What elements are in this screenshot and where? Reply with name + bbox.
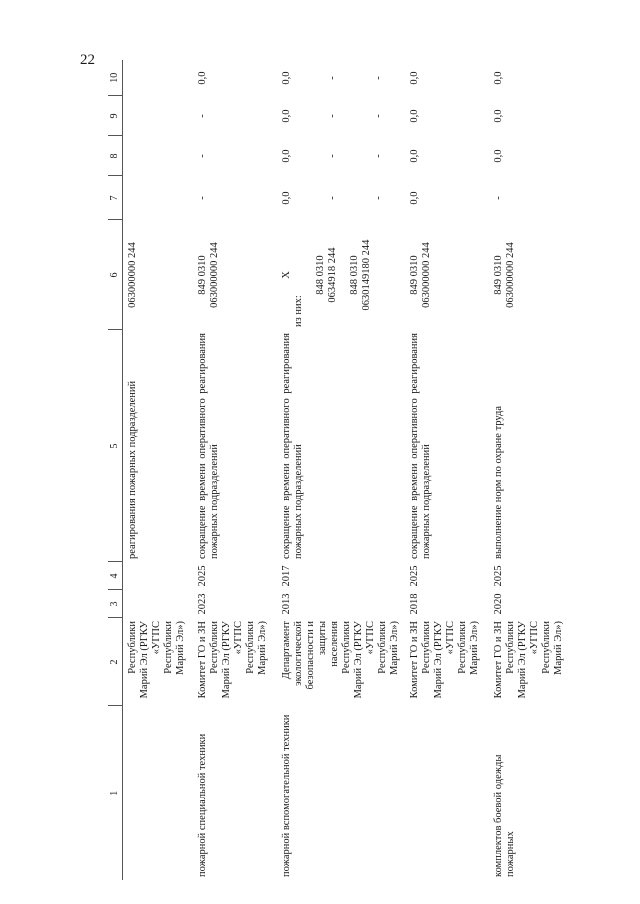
column-header: 5	[108, 330, 123, 562]
budget-code-line: 849 0310	[196, 255, 208, 295]
table-row	[123, 60, 193, 880]
end-year: 2025	[408, 565, 420, 587]
value-sub: -	[326, 154, 338, 158]
budget-code-line: 848 0310	[314, 255, 326, 295]
responsible-org: Комитет ГО и ЗН Республики Марий Эл (РГКУ «УГПС Республики Марий Эл»)	[196, 621, 268, 699]
table-row	[277, 60, 405, 880]
budget-code	[193, 220, 277, 330]
end-year: 2017	[280, 565, 292, 587]
page-number: 22	[80, 52, 95, 68]
table-row	[405, 60, 489, 880]
column-header: 6	[108, 220, 123, 330]
table-row	[193, 60, 277, 880]
budget-code-line: 849 0310	[492, 255, 504, 295]
table-row	[489, 60, 573, 880]
value-col10: 0,0	[492, 71, 504, 85]
value-col8: -	[196, 154, 208, 158]
column-header: 2	[108, 618, 123, 706]
measure-name	[123, 706, 193, 880]
value-sub: -	[372, 154, 384, 158]
rotated-table-sheet	[108, 60, 564, 880]
budget-code-line: 0634918 244	[326, 247, 338, 303]
value-col7	[123, 176, 193, 220]
budget-code	[123, 220, 193, 330]
column-header: 4	[108, 562, 123, 590]
measure-name: комплектов боевой одежды пожарных	[492, 754, 516, 877]
program-measures-table	[108, 60, 573, 880]
budget-code	[405, 220, 489, 330]
value-col7: -	[196, 196, 208, 200]
expected-result: сокращение времени оперативного реагирования пожарных подразделений	[408, 333, 432, 559]
budget-code-line: 063000000 244	[504, 242, 516, 308]
value-col7: 0,0	[408, 191, 420, 205]
column-header: 9	[108, 96, 123, 136]
value-sub: -	[372, 76, 384, 80]
budget-code-line: 063000000 244	[208, 242, 220, 308]
expected-result: сокращение времени оперативного реагирования пожарных подразделений	[280, 333, 304, 559]
budget-code	[277, 220, 405, 330]
budget-code-line: 849 0310	[408, 255, 420, 295]
column-number-row	[108, 60, 123, 880]
budget-code-line: 848 0310	[348, 255, 360, 295]
value-total: 0,0	[280, 191, 292, 205]
value-sub: -	[326, 76, 338, 80]
value-col10: 0,0	[408, 71, 420, 85]
value-sub: -	[326, 114, 338, 118]
responsible-org: Республики Марий Эл (РГКУ «УГПС Республики Марий Эл»)	[127, 621, 186, 699]
value-sub: -	[326, 196, 338, 200]
measure-name: пожарной вспомогательной техники	[280, 714, 292, 877]
start-year	[123, 590, 193, 618]
value-sub: -	[372, 196, 384, 200]
value-total: 0,0	[280, 71, 292, 85]
column-header: 10	[108, 60, 123, 96]
value-col9: 0,0	[408, 109, 420, 123]
budget-code-line: 0630149180 244	[360, 239, 372, 311]
responsible-org: Комитет ГО и ЗН Республики Марий Эл (РГКУ «УГПС Республики Марий Эл»)	[408, 621, 480, 699]
value-col9: -	[196, 114, 208, 118]
column-header: 8	[108, 136, 123, 176]
budget-code-note: из них:	[292, 295, 304, 327]
measure-name: пожарной специальной техники	[196, 733, 208, 877]
value-col8: 0,0	[492, 149, 504, 163]
start-year: 2013	[280, 593, 292, 615]
start-year: 2018	[408, 593, 420, 615]
value-col9	[123, 96, 193, 136]
value-col7: -	[492, 196, 504, 200]
column-header: 7	[108, 176, 123, 220]
value-col9: 0,0	[492, 109, 504, 123]
value-total: 0,0	[280, 109, 292, 123]
column-header: 3	[108, 590, 123, 618]
value-sub: -	[372, 114, 384, 118]
responsible-org: Департамент экологической безопасности и защиты населения Республики Марий Эл (РГКУ «УГПС Республики Марий Эл»)	[280, 621, 400, 699]
value-col10	[123, 60, 193, 96]
budget-code-total-mark: X	[280, 271, 292, 279]
value-col8: 0,0	[408, 149, 420, 163]
measure-name	[405, 706, 489, 880]
end-year: 2025	[196, 565, 208, 587]
responsible-org: Комитет ГО и ЗН Республики Марий Эл (РГКУ «УГПС Республики Марий Эл»)	[492, 621, 564, 699]
value-total: 0,0	[280, 149, 292, 163]
budget-code	[489, 220, 573, 330]
budget-code-line: 063000000 244	[420, 242, 432, 308]
value-col10	[277, 60, 405, 96]
column-header: 1	[108, 706, 123, 880]
end-year: 2025	[492, 565, 504, 587]
expected-result: реагирования пожарных подразделений	[127, 380, 138, 559]
value-col7	[277, 176, 405, 220]
value-col10: 0,0	[196, 71, 208, 85]
expected-result: сокращение времени оперативного реагирования пожарных подразделений	[196, 333, 220, 559]
end-year	[123, 562, 193, 590]
value-col8	[123, 136, 193, 176]
start-year: 2020	[492, 593, 504, 615]
value-col9	[277, 96, 405, 136]
start-year: 2023	[196, 593, 208, 615]
value-col8	[277, 136, 405, 176]
budget-code-line: 063000000 244	[127, 242, 138, 308]
expected-result: выполнение норм по охране труда	[492, 406, 504, 559]
